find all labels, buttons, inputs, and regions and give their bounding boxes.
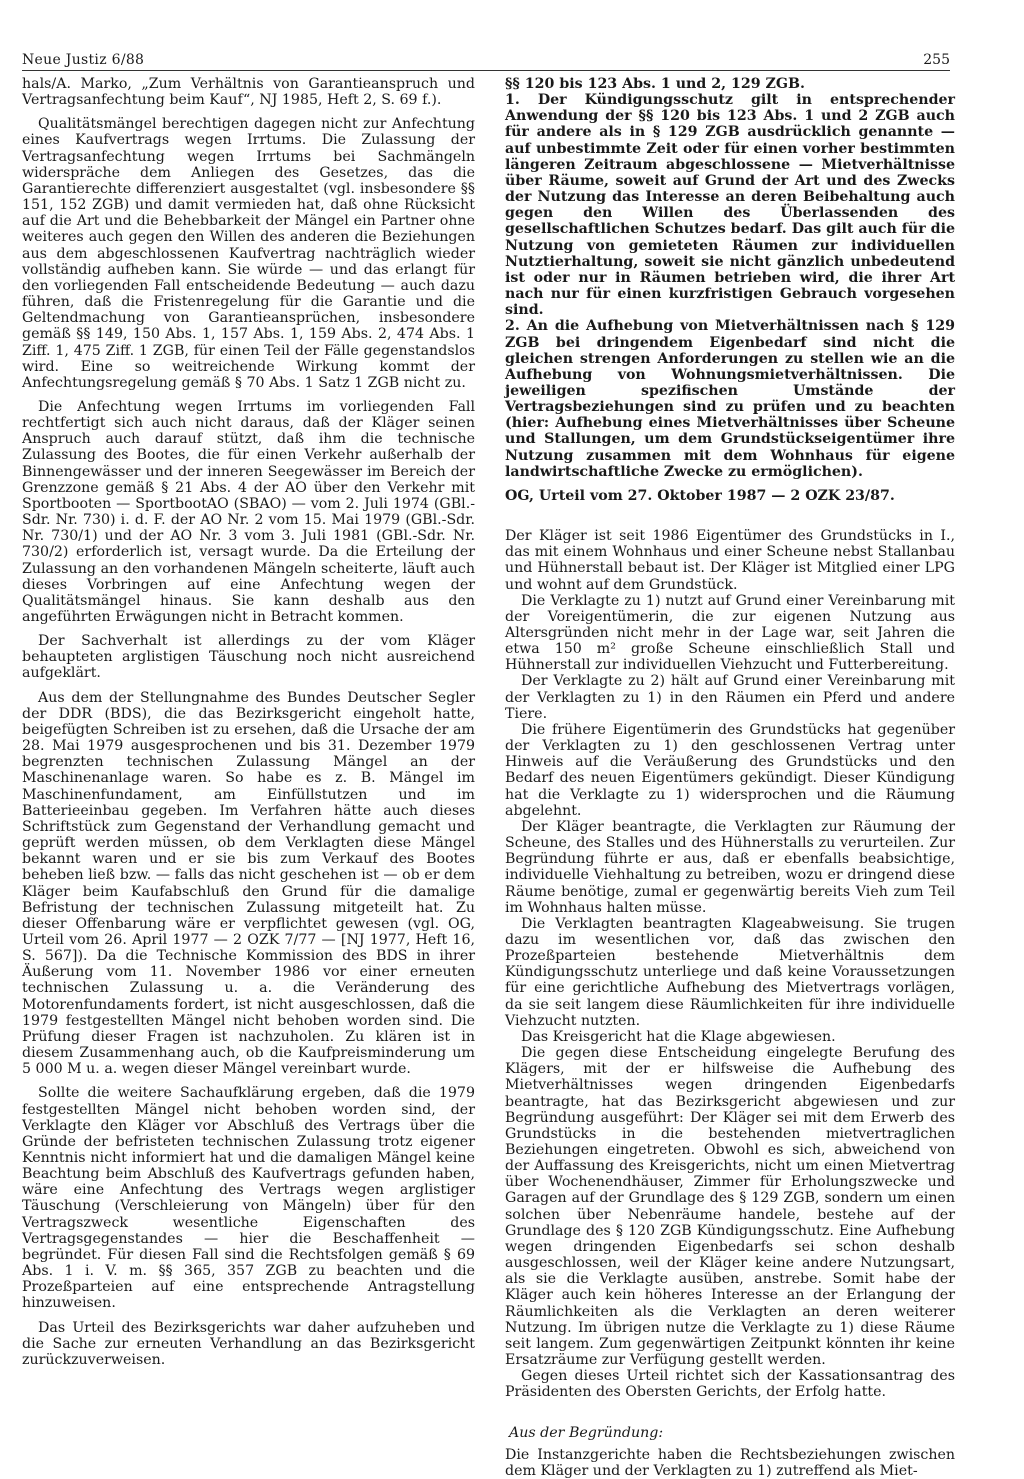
paragraph: Aus dem der Stellungnahme des Bundes Deutscher Segler der DDR (BDS), die das Bezirksgericht eingeholt hatte, beigefügten Schreiben ist zu ersehen, daß die Ursache der am 28. Mai 1979 ausgesprochenen und bis 31. Dezember 1979 begrenzten technischen Zulassung Mängel an der Maschinenanlage waren. So habe es z. B. Mängel im Maschinenfundament, am Einfüllstutzen und im Batterieeinbau gegeben. Im Verfahren hätte auch dieses Schriftstück zum Gegenstand der Verhandlung gemacht und geprüft werden müssen, ob dem Verklagten diese Mängel bekannt waren und er sie bis zum Verkauf des Bootes beheben ließ bzw. — falls das nicht geschehen ist — ob er dem Kläger beim Kaufabschluß den Grund für die damalige Befristung der technischen Zulassung mitgeteilt hat. Zu dieser Offenbarung wäre er verpflichtet gewesen (vgl. OG, Urteil vom 26. April 1977 — 2 OZK 7/77 — [NJ 1977, Heft 16, S. 567]). Da die Technische Kommission des BDS in ihrer Äußerung vom 11. November 1986 vor einer erneuten technischen Zulassung u. a. die Veränderung des Motorenfundaments fordert, ist nicht ausgeschlossen, daß die 1979 festgestellten Mängel nicht behoben worden sind. Die Prüfung dieser Fragen ist nachzuholen. Zu klären ist in diesem Zusammenhang auch, ob die Kaufpreisminderung um 5 000 M u. a. wegen dieser Mängel vereinbart wurde. [22,689,475,1078]
page-number: 255 [923,52,950,68]
paragraph: Gegen dieses Urteil richtet sich der Kassationsantrag des Präsidenten des Obersten Gerichts, der Erfolg hatte. [505,1368,955,1401]
paragraph: Die Instanzgerichte haben die Rechtsbeziehungen zwischen dem Kläger und der Verklagten zu 1) zutreffend als Miet- [505,1446,955,1479]
paragraph: hals/A. Marko, „Zum Verhältnis von Garantieanspruch und Vertragsanfechtung beim Kauf“, NJ 1985, Heft 2, S. 69 f.). [22,76,475,109]
paragraph: Die Verklagte zu 1) nutzt auf Grund einer Vereinbarung mit der Voreigentümerin, die zur eigenen Nutzung aus Altersgründen nicht mehr in der Lage war, seit Jahren die etwa 150 m² große Scheune einschließlich Stall und Hühnerstall zur individuellen Viehzucht und Futterbereitung. [505,592,955,674]
headnote-2: 2. An die Aufhebung von Mietverhältnissen nach § 129 ZGB bei dringendem Eigenbedarf sind nicht die gleichen strengen Anforderungen zu stellen wie an die Aufhebung von Wohnungsmietverhältnissen. Die jeweiligen spezifischen Umstände der Vertragsbeziehungen sind zu prüfen und zu beachten (hier: Aufhebung eines Mietverhältnisses über Scheune und Stallungen, um dem Grundstückseigentümer ihre Nutzung zusammen mit dem Wohnhaus für eigene landwirtschaftliche Zwecke zu ermöglichen). [505,318,955,480]
paragraph: Die frühere Eigentümerin des Grundstücks hat gegenüber der Verklagten zu 1) den geschlossenen Vertrag unter Hinweis auf die Veräußerung des Grundstücks und den Bedarf des neuen Eigentümers gekündigt. Dieser Kündigung hat die Verklagte zu 1) widersprochen und die Räumung abgelehnt. [505,721,955,819]
section-subheading: Aus der Begründung: [509,1424,664,1441]
paragraph: Die gegen diese Entscheidung eingelegte Berufung des Klägers, mit der er hilfsweise die Aufhebung des Mietverhältnisses wegen dringenden Eigenbedarfs beantragte, hat das Bezirksgericht abgewiesen und zur Begründung ausgeführt: Der Kläger sei mit dem Erwerb des Grundstücks in die bestehenden mietvertraglichen Beziehungen eingetreten. Obwohl es sich, abweichend von der Auffassung des Kreisgerichts, nicht um einen Mietvertrag über Wochenendhäuser, Zimmer für Erholungszwecke und Garagen auf der Grundlage des § 129 ZGB, sondern um einen solchen über Nebenräume handele, bestehe auf der Grundlage des § 120 ZGB Kündigungsschutz. Eine Aufhebung wegen dringenden Eigenbedarfs sei schon deshalb ausgeschlossen, weil der Kläger keine andere Nutzungsart, als sie die Verklagte ausüben, anstrebe. Somit habe der Kläger auch kein höheres Interesse an der Erlangung der Räumlichkeiten als die Verklagten an deren weiterer Nutzung. Im übrigen nutze die Verklagte zu 1) diese Räume seit langem. Zum gegenwärtigen Zeitpunkt könnten ihr keine Ersatzräume zur Verfügung gestellt werden. [505,1045,955,1369]
left-column [22,76,475,1368]
paragraph: Qualitätsmängel berechtigen dagegen nicht zur Anfechtung eines Kaufvertrags wegen Irrtums. Die Zulassung der Vertragsanfechtung wegen Irrtums bei Sachmängeln widerspräche dem Anliegen des Gesetzes, das die Garantierechte differenziert ausgestaltet (vgl. insbesondere §§ 151, 152 ZGB) und damit vermieden hat, daß ohne Rücksicht auf die Art und die Behebbarkeit der Mängel ein Partner ohne weiteres auch gegen den Willen des anderen die Beziehungen aus dem abgeschlossenen Kaufvertrag nachträglich wieder vollständig aufheben kann. Sie würde — und das erlangt für den vorliegenden Fall entscheidende Bedeutung — auch dazu führen, daß die Fristenregelung für die Garantie und die Geltendmachung von Garantieansprüchen, insbesondere gemäß §§ 149, 150 Abs. 1, 157 Abs. 1, 159 Abs. 2, 474 Abs. 1 Ziff. 1, 475 Ziff. 1 ZGB, für einen Teil der Fälle gegenstandslos wird. Eine so weitreichende Wirkung kommt der Anfechtungsregelung gemäß § 70 Abs. 1 Satz 1 ZGB nicht zu. [22,116,475,391]
judgment-citation: OG, Urteil vom 27. Oktober 1987 — 2 OZK 23/87. [505,487,895,504]
paragraph: Der Verklagte zu 2) hält auf Grund einer Vereinbarung mit der Verklagten zu 1) in den Räumen ein Pferd und andere Tiere. [505,673,955,722]
paragraph: Der Kläger beantragte, die Verklagten zur Räumung der Scheune, des Stalles und des Hühnerstalls zu verurteilen. Zur Begründung führte er aus, daß er ebenfalls beabsichtige, individuelle Viehhaltung zu betreiben, wozu er dringend diese Räume benötige, zumal er gegenwärtig bereits Vieh zum Teil im Wohnhaus halten müsse. [505,818,955,916]
paragraph: Die Verklagten beantragten Klageabweisung. Sie trugen dazu im wesentlichen vor, daß das zwischen den Prozeßparteien bestehende Mietverhältnis dem Kündigungsschutz unterliege und daß keine Voraussetzungen für eine gerichtliche Aufhebung des Mietvertrags vorlägen, da sie seit langem diese Räumlichkeiten für ihre individuelle Viehzucht nutzten. [505,915,955,1029]
paragraph: Der Sachverhalt ist allerdings zu der vom Kläger behaupteten arglistigen Täuschung noch nicht ausreichend aufgeklärt. [22,633,475,682]
paragraph: Das Kreisgericht hat die Klage abgewiesen. [521,1028,836,1045]
headnotes [505,92,955,480]
page-header [22,50,950,71]
headnote-1: 1. Der Kündigungsschutz gilt in entsprechender Anwendung der §§ 120 bis 123 Abs. 1 und 2 ZGB auch für andere als in § 129 ZGB ausdrücklich genannte — auf unbestimmte Zeit oder für einen vorher bestimmten längeren Zeitraum abgeschlossene — Mietverhältnisse über Räume, soweit auf Grund der Art und des Zwecks der Nutzung das Interesse an deren Beibehaltung auch gegen den Willen des Überlassenden des gesellschaftlichen Schutzes bedarf. Das gilt auch für die Nutzung von gemieteten Räumen zur individuellen Nutztierhaltung, soweit sie nicht gänzlich unbedeutend ist oder nur in Räumen betrieben wird, die ihrer Art nach nur für einen kurzfristigen Gebrauch vorgesehen sind. [505,92,955,319]
paragraph: Der Kläger ist seit 1986 Eigentümer des Grundstücks in I., das mit einem Wohnhaus und einer Scheune nebst Stallanbau und Hühnerstall bebaut ist. Der Kläger ist Mitglied einer LPG und wohnt auf dem Grundstück. [505,528,955,593]
paragraph: Sollte die weitere Sachaufklärung ergeben, daß die 1979 festgestellten Mängel nicht behoben worden sind, der Verklagte den Kläger vor Abschluß des Vertrags über die Gründe der befristeten technischen Zulassung trotz eigener Kenntnis nicht informiert hat und die damaligen Mängel keine Beachtung beim Abschluß des Kaufvertrags gefunden haben, wäre eine Anfechtung des Vertrags wegen arglistiger Täuschung (Verschleierung von Mängeln) über für den Vertragszweck wesentliche Eigenschaften des Vertragsgegenstandes — hier die Beschaffenheit — begründet. Für diesen Fall sind die Rechtsfolgen gemäß § 69 Abs. 1 i. V. m. §§ 365, 357 ZGB zu beachten und die Prozeßparteien auf eine entsprechende Antragstellung hinzuweisen. [22,1085,475,1312]
paragraph: Das Urteil des Bezirksgerichts war daher aufzuheben und die Sache zur erneuten Verhandlung an das Bezirksgericht zurückzuverweisen. [22,1319,475,1368]
law-reference-heading: §§ 120 bis 123 Abs. 1 und 2, 129 ZGB. [505,76,805,92]
journal-title: Neue Justiz 6/88 [22,52,145,68]
right-column [505,76,955,1479]
paragraph: Die Anfechtung wegen Irrtums im vorliegenden Fall rechtfertigt sich auch nicht daraus, daß der Kläger seinen Anspruch auch darauf stützt, daß ihm die technische Zulassung des Bootes, die für einen Verkehr außerhalb der Binnengewässer und der inneren Seegewässer im Bereich der Grenzzone gemäß § 21 Abs. 4 der AO über den Verkehr mit Sportbooten — SportbootAO (SBAO) — vom 2. Juli 1974 (GBl.-Sdr. Nr. 730) i. d. F. der AO Nr. 2 vom 15. Mai 1979 (GBl.-Sdr. Nr. 730/1) und der AO Nr. 3 vom 3. Juli 1981 (GBl.-Sdr. Nr. 730/2) erforderlich ist, versagt wurde. Da die Erteilung der Zulassung an den vorhandenen Mängeln scheiterte, läuft auch dieses Vorbringen auf eine Anfechtung wegen der Qualitätsmängel hinaus. Sie kann deshalb aus den angeführten Erwägungen nicht in Betracht kommen. [22,398,475,625]
